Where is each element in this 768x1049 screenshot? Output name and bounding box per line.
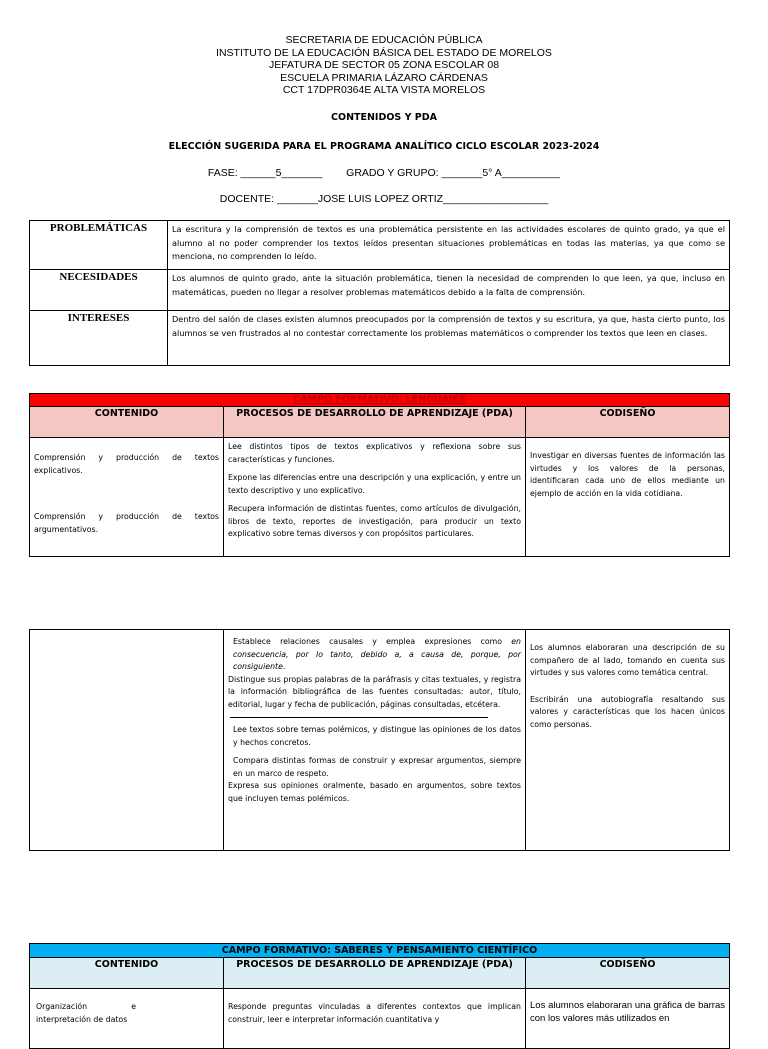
problematicas-table	[29, 220, 730, 366]
saberes-table	[29, 943, 730, 1049]
pda-argumentos: Compara distintas formas de construir y expresar argumentos, siempre en un marco de respeto.	[233, 756, 521, 778]
campo-lenguajes-header: CAMPO FORMATIVO: LENGUAJES	[30, 394, 730, 407]
table-row	[30, 630, 730, 851]
contenido-organizacion: Organización e interpretación de datos	[36, 1002, 136, 1024]
problematicas-text: La escritura y la comprensión de textos es una problemática persistente en las actividades escolares de quinto grado, ya que el alumno al no poder comprender los textos leídos presentan situaciones problemáticas en todas las materias, ya que como se menciona, no comprenden lo leído.	[168, 221, 730, 270]
pda-cell	[224, 438, 526, 557]
header-line-2: INSTITUTO DE LA EDUCACIÓN BÁSICA DEL ESTADO DE MORELOS	[216, 46, 552, 59]
title-contenidos: CONTENIDOS Y PDA	[331, 112, 437, 123]
col-contenido-header: CONTENIDO	[30, 958, 224, 989]
table-row	[30, 311, 730, 366]
col-contenido-header: CONTENIDO	[30, 407, 224, 438]
codiseno-item: Escribirán una autobiografía resaltando sus valores y características que los hacen únicos como personas.	[530, 694, 725, 729]
fase-value: ______5_______	[240, 167, 323, 179]
pda-item: Lee distintos tipos de textos explicativos y reflexiona sobre sus características y funciones.	[228, 442, 521, 464]
continuation-table	[29, 629, 730, 851]
header-line-4: ESCUELA PRIMARIA LÁZARO CÁRDENAS	[280, 71, 488, 84]
codiseno-cell: Los alumnos elaboraran una gráfica de barras con los valores más utilizados en	[526, 989, 730, 1049]
codiseno-continuation-cell	[526, 630, 730, 851]
fase-label: FASE:	[207, 167, 238, 179]
header-line-3: JEFATURA DE SECTOR 05 ZONA ESCOLAR 08	[268, 59, 500, 71]
contenido-empty-cell	[30, 630, 224, 851]
table-row	[30, 270, 730, 311]
col-pda-header: PROCESOS DE DESARROLLO DE APRENDIZAJE (PDA)	[224, 407, 526, 438]
codiseno-cell: Investigar en diversas fuentes de información las virtudes y los valores de la personas, identificaran cada uno de ellos mediante un ejemplo de acción en la vida cotidiana.	[526, 438, 730, 557]
campo-saberes-header: CAMPO FORMATIVO: SABERES Y PENSAMIENTO CIENTÍFICO	[30, 944, 730, 958]
title-eleccion: ELECCIÓN SUGERIDA PARA EL PROGRAMA ANALÍTICO CICLO ESCOLAR 2023-2024	[168, 141, 600, 152]
col-pda-header: PROCESOS DE DESARROLLO DE APRENDIZAJE (PDA)	[224, 958, 526, 989]
pda-opiniones: Expresa sus opiniones oralmente, basado en argumentos, sobre textos que incluyen temas polémicos.	[228, 781, 521, 803]
docente-value: _______JOSE LUIS LOPEZ ORTIZ__________________	[276, 193, 549, 205]
pda-item: Expone las diferencias entre una descripción y una explicación, y entre un texto descriptivo y uno explicativo.	[228, 473, 521, 495]
table-row	[30, 989, 730, 1049]
fase-grado-row	[0, 167, 768, 179]
intereses-label: INTERESES	[30, 311, 168, 366]
pda-cell: Responde preguntas vinculadas a diferentes contextos que implican construir, leer e interpretar información cuantitativa y	[224, 989, 526, 1049]
docente-label: DOCENTE:	[219, 193, 275, 205]
necesidades-label: NECESIDADES	[30, 270, 168, 311]
col-codiseno-header: CODISEÑO	[526, 407, 730, 438]
header-line-1: SECRETARIA DE EDUCACIÓN PÚBLICA	[285, 34, 483, 46]
pda-parafrasis: Distingue sus propias palabras de la paráfrasis y citas textuales, y registra la información bibliográfica de las fuentes consultadas: autor, título, editorial, lugar y fecha de publicación, páginas consultadas, etcétera.	[228, 674, 521, 709]
pda-polemicos: Lee textos sobre temas polémicos, y distingue las opiniones de los datos y hechos concretos.	[233, 725, 521, 747]
header-line-5: CCT 17DPR0364E ALTA VISTA MORELOS	[282, 84, 486, 96]
problematicas-label: PROBLEMÁTICAS	[30, 221, 168, 270]
lenguajes-table	[29, 393, 730, 557]
contenido-argumentativos: Comprensión y producción de textos argumentativos.	[34, 512, 219, 534]
docente-row	[0, 193, 768, 205]
grado-label: GRADO Y GRUPO:	[346, 167, 439, 179]
grado-value: _______5° A__________	[441, 167, 561, 179]
pda-causales: Establece relaciones causales y emplea expresiones como en consecuencia, por lo tanto, debido a, a causa de, porque, por consiguiente.	[233, 637, 521, 671]
necesidades-text: Los alumnos de quinto grado, ante la situación problemática, tienen la necesidad de comprenden lo que leen, ya que, incluso en matemáticas, pueden no llegar a resolver problemas matemáticos debido a la falta de comprensión.	[168, 270, 730, 311]
table-row	[30, 221, 730, 270]
contenido-explicativos: Comprensión y producción de textos explicativos.	[34, 453, 219, 475]
pda-continuation-cell	[224, 630, 526, 851]
intereses-text: Dentro del salón de clases existen alumnos preocupados por la comprensión de textos y su escritura, ya que, hasta cierto punto, los alumnos se ven frustrados al no contestar correctamente los problemas matemáticos o comprender los textos que leen en clases.	[168, 311, 730, 366]
divider	[230, 717, 488, 718]
contenido-cell	[30, 989, 224, 1049]
table-row	[30, 438, 730, 557]
contenido-cell	[30, 438, 224, 557]
codiseno-item: Los alumnos elaboraran una descripción de su compañero de al lado, tomando en cuenta sus virtudes y sus valores como temática central.	[530, 643, 725, 677]
col-codiseno-header: CODISEÑO	[526, 958, 730, 989]
header-block	[0, 34, 768, 97]
pda-item: Recupera información de distintas fuentes, como artículos de divulgación, libros de texto, reportes de investigación, para producir un texto explicativo sobre temas diversos y con propósitos particulares.	[228, 504, 521, 538]
